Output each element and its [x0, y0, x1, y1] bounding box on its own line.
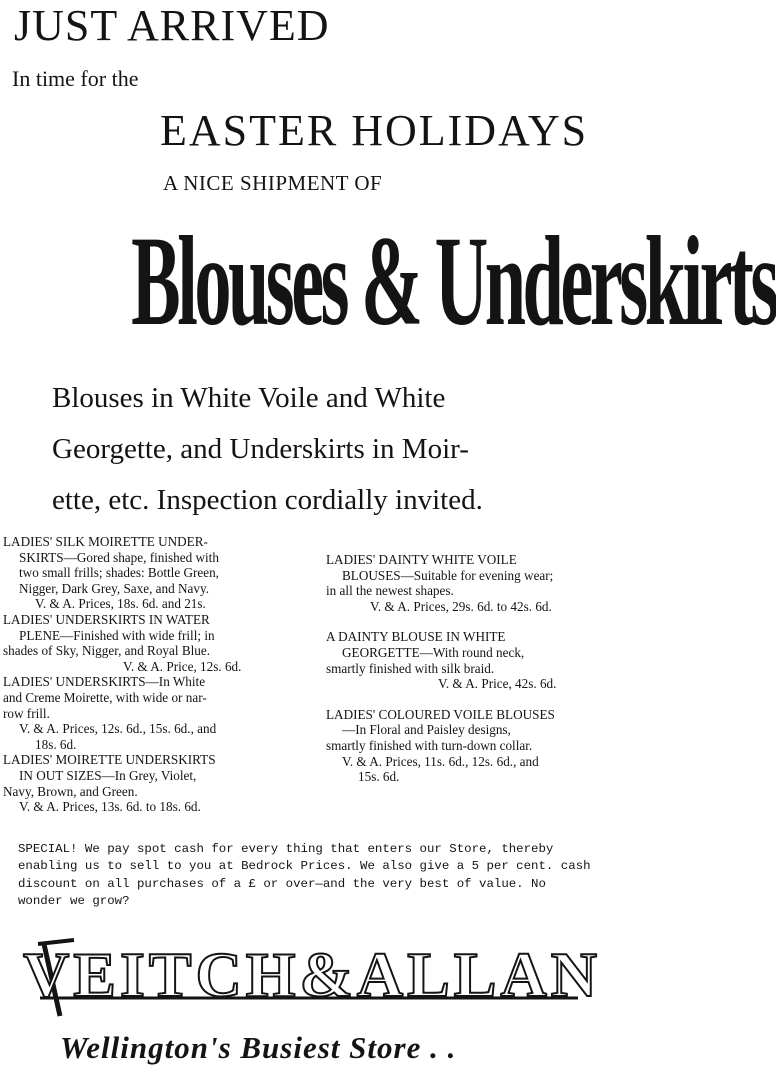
product-text: GEORGETTE—With round neck, [342, 644, 525, 660]
intro-line: Blouses in White Voile and White [52, 382, 446, 414]
product-price-cont: 15s. 6d. [358, 769, 400, 785]
logo-text: VEITCH&ALLAN [23, 939, 601, 1010]
product-text: BLOUSES—Suitable for evening wear; [342, 567, 554, 583]
product-text: and Creme Moirette, with wide or nar- [3, 689, 207, 705]
product-text: two small frills; shades: Bottle Green, [19, 565, 219, 581]
special-line: SPECIAL! We pay spot cash for every thing that enters our Store, thereby [18, 842, 554, 856]
product-item [3, 674, 293, 752]
product-price: V. & A. Prices, 11s. 6d., 12s. 6d., and [342, 753, 539, 769]
product-item [326, 552, 606, 614]
store-tagline: Wellington's Busiest Store . . [60, 1030, 457, 1065]
left-column [3, 534, 293, 815]
product-price: V. & A. Prices, 18s. 6d. and 21s. [35, 596, 206, 612]
right-column [326, 552, 606, 785]
product-item [3, 612, 293, 674]
product-item [326, 707, 606, 785]
intro-line: Georgette, and Underskirts in Moir- [52, 433, 469, 465]
headline-just-arrived: JUST ARRIVED [14, 1, 330, 50]
special-line: enabling us to sell to you at Bedrock Prices. We also give a 5 per cent. cash [18, 859, 591, 874]
product-item [3, 752, 293, 814]
product-price: V. & A. Prices, 12s. 6d., 15s. 6d., and [19, 721, 217, 737]
product-price: V. & A. Price, 12s. 6d. [123, 658, 242, 674]
product-text: LADIES' COLOURED VOILE BLOUSES [326, 706, 555, 722]
intro-paragraph [52, 373, 572, 526]
headline-shipment: A NICE SHIPMENT OF [163, 171, 383, 195]
product-text: IN OUT SIZES—In Grey, Violet, [19, 767, 197, 783]
product-text: PLENE—Finished with wide frill; in [19, 627, 215, 643]
product-price: V. & A. Prices, 13s. 6d. to 18s. 6d. [19, 799, 201, 815]
product-text: shades of Sky, Nigger, and Royal Blue. [3, 643, 211, 659]
logo-graphic [23, 936, 601, 1020]
product-text: smartly finished with silk braid. [326, 660, 495, 676]
product-text: —In Floral and Paisley designs, [342, 722, 511, 738]
headline-in-time: In time for the [12, 66, 139, 91]
product-price: V. & A. Prices, 29s. 6d. to 42s. 6d. [370, 598, 552, 614]
special-line: wonder we grow? [18, 893, 130, 908]
product-text: LADIES' DAINTY WHITE VOILE [326, 552, 517, 567]
product-price: V. & A. Price, 42s. 6d. [438, 676, 557, 692]
product-text: row frill. [3, 705, 50, 721]
intro-line: ette, etc. Inspection cordially invited. [52, 484, 483, 516]
product-item [3, 534, 293, 612]
product-text: smartly finished with turn-down collar. [326, 737, 533, 753]
product-text: Nigger, Dark Grey, Saxe, and Navy. [19, 580, 210, 596]
product-text: LADIES' SILK MOIRETTE UNDER- [3, 534, 208, 549]
product-text: LADIES' MOIRETTE UNDERSKIRTS [3, 752, 216, 768]
product-text: LADIES' UNDERSKIRTS—In White [3, 674, 206, 690]
veitch-allan-logo [23, 936, 601, 1020]
product-text: SKIRTS—Gored shape, finished with [19, 549, 219, 565]
headline-main: Blouses & Underskirts [131, 210, 776, 352]
headline-easter-holidays: EASTER HOLIDAYS [160, 106, 589, 155]
product-text: Navy, Brown, and Green. [3, 783, 138, 799]
product-text: in all the newest shapes. [326, 583, 454, 599]
product-item [326, 629, 606, 691]
special-line: discount on all purchases of a £ or over—and the very best of value. No [18, 876, 546, 891]
product-price-cont: 18s. 6d. [35, 736, 77, 752]
product-text: LADIES' UNDERSKIRTS IN WATER [3, 611, 210, 627]
special-notice [18, 841, 591, 910]
product-text: A DAINTY BLOUSE IN WHITE [326, 629, 506, 645]
